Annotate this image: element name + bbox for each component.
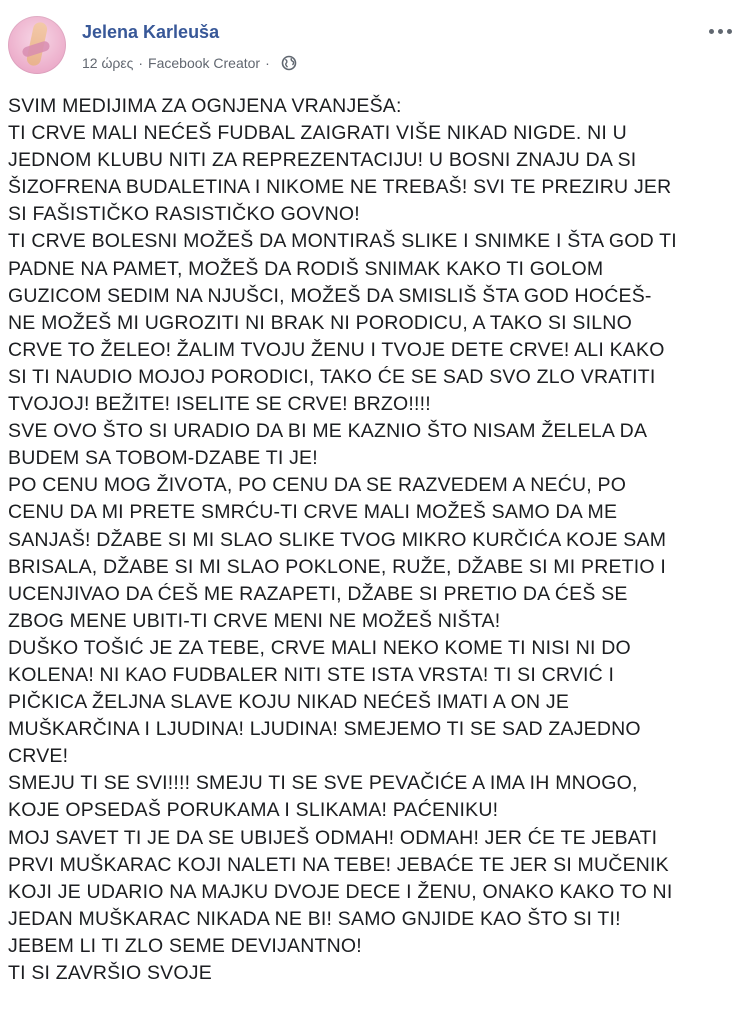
post-text-line: TI CRVE MALI NEĆEŠ FUDBAL ZAIGRATI VIŠE NIKAD NIGDE. NI U — [8, 122, 627, 145]
post-text-line: TI SI ZAVRŠIO SVOJE — [8, 962, 212, 984]
globe-icon[interactable] — [281, 55, 297, 71]
post-text-line: BUDEM SA TOBOM-DZABE TI JE! — [8, 447, 318, 470]
post-meta — [82, 55, 297, 71]
post-text-line: ŠIZOFRENA BUDALETINA I NIKOME NE TREBAŠ! SVI TE PREZIRU JER — [8, 176, 672, 199]
post-body — [8, 93, 733, 987]
post-text-line: SVE OVO ŠTO SI URADIO DA BI ME KAZNIO ŠTO NISAM ŽELELA DA — [8, 420, 648, 443]
post-text-line: CENU DA MI PRETE SMRĆU-TI CRVE MALI MOŽEŠ SAMO DA ME — [8, 501, 618, 524]
author-name[interactable]: Jelena Karleuša — [82, 22, 220, 42]
post-text-line: CRVE! — [8, 745, 69, 768]
post-text-line: KOJE OPSEDAŠ PORUKAMA I SLIKAMA! PAĆENIKU! — [8, 799, 499, 822]
post-text-line: ZBOG MENE UBITI-TI CRVE MENI NE MOŽEŠ NIŠTA! — [8, 609, 501, 632]
post-text-line: PRVI MUŠKARAC KOJI NALETI NA TEBE! JEBAĆE TE JER SI MUČENIK — [8, 853, 669, 876]
meta-separator: · — [138, 55, 144, 71]
post-text-line: UCENJIVAO DA ĆEŠ ME RAZAPETI, DŽABE SI PRETIO DA ĆEŠ SE — [8, 582, 628, 605]
post-text-line: PIČKICA ŽELJNA SLAVE KOJU NIKAD NEĆEŠ IMATI A ON JE — [8, 691, 570, 714]
post-text-line: NE MOŽEŠ MI UGROZITI NI BRAK NI PORODICU, A TAKO SI SILNO — [8, 311, 632, 334]
post-header — [0, 0, 735, 90]
more-dot — [727, 29, 732, 34]
more-options-icon[interactable] — [709, 26, 735, 36]
post-text-line: TVOJOJ! BEŽITE! ISELITE SE CRVE! BRZO!!!! — [8, 393, 431, 416]
post-text-line: SANJAŠ! DŽABE SI MI SLAO SLIKE TVOG MIKRO KURČIĆA KOJE SAM — [8, 528, 667, 551]
post-text-line: SMEJU TI SE SVI!!!! SMEJU TI SE SVE PEVAČIĆE A IMA IH MNOGO, — [8, 772, 638, 795]
post-text-line: PO CENU MOG ŽIVOTA, PO CENU DA SE RAZVEDEM A NEĆU, PO — [8, 474, 627, 497]
more-dot — [709, 29, 714, 34]
post-source: Facebook Creator — [148, 55, 261, 71]
avatar[interactable] — [8, 16, 66, 74]
meta-separator: · — [265, 55, 270, 71]
post-text-line: JEBEM LI TI ZLO SEME DEVIJANTNO! — [8, 934, 362, 957]
post-text-line: SI TI NAUDIO MOJOJ PORODICI, TAKO ĆE SE SAD SVO ZLO VRATITI — [8, 365, 656, 388]
post-text-line: MUŠKARČINA I LJUDINA! LJUDINA! SMEJEMO TI SE SAD ZAJEDNO — [8, 718, 641, 741]
post-text-line: CRVE TO ŽELEO! ŽALIM TVOJU ŽENU I TVOJE DETE CRVE! ALI KAKO — [8, 338, 665, 361]
post-text-line: GUZICOM SEDIM NA NJUŠCI, MOŽEŠ DA SMISLIŠ ŠTA GOD HOĆEŠ- — [8, 284, 652, 307]
post-text-line: TI CRVE BOLESNI MOŽEŠ DA MONTIRAŠ SLIKE I SNIMKE I ŠTA GOD TI — [8, 230, 677, 253]
post-text-line: SVIM MEDIJIMA ZA OGNJENA VRANJEŠA: — [8, 95, 402, 117]
post-text-line: SI FAŠISTIČKO RASISTIČKO GOVNO! — [8, 203, 360, 226]
post-timestamp[interactable]: 12 ώρες — [82, 55, 134, 71]
post-text-line: JEDNOM KLUBU NITI ZA REPREZENTACIJU! U BOSNI ZNAJU DA SI — [8, 149, 637, 172]
post-text-line: JEDAN MUŠKARAC NIKADA NE BI! SAMO GNJIDE KAO ŠTO SI TI! — [8, 907, 621, 930]
post-text-line: BRISALA, DŽABE SI MI SLAO POKLONE, RUŽE, DŽABE SI MI PRETIO I — [8, 555, 667, 578]
more-dot — [718, 29, 723, 34]
post-text-line: MOJ SAVET TI JE DA SE UBIJEŠ ODMAH! ODMAH! JER ĆE TE JEBATI — [8, 826, 658, 849]
post-text-line: DUŠKO TOŠIĆ JE ZA TEBE, CRVE MALI NEKO KOME TI NISI NI DO — [8, 636, 631, 659]
post-text-line: KOLENA! NI KAO FUDBALER NITI STE ISTA VRSTA! TI SI CRVIĆ I — [8, 663, 615, 686]
post-text-line: PADNE NA PAMET, MOŽEŠ DA RODIŠ SNIMAK KAKO TI GOLOM — [8, 257, 604, 280]
post-text-line: KOJI JE UDARIO NA MAJKU DVOJE DECE I ŽENU, ONAKO KAKO TO NI — [8, 880, 673, 903]
